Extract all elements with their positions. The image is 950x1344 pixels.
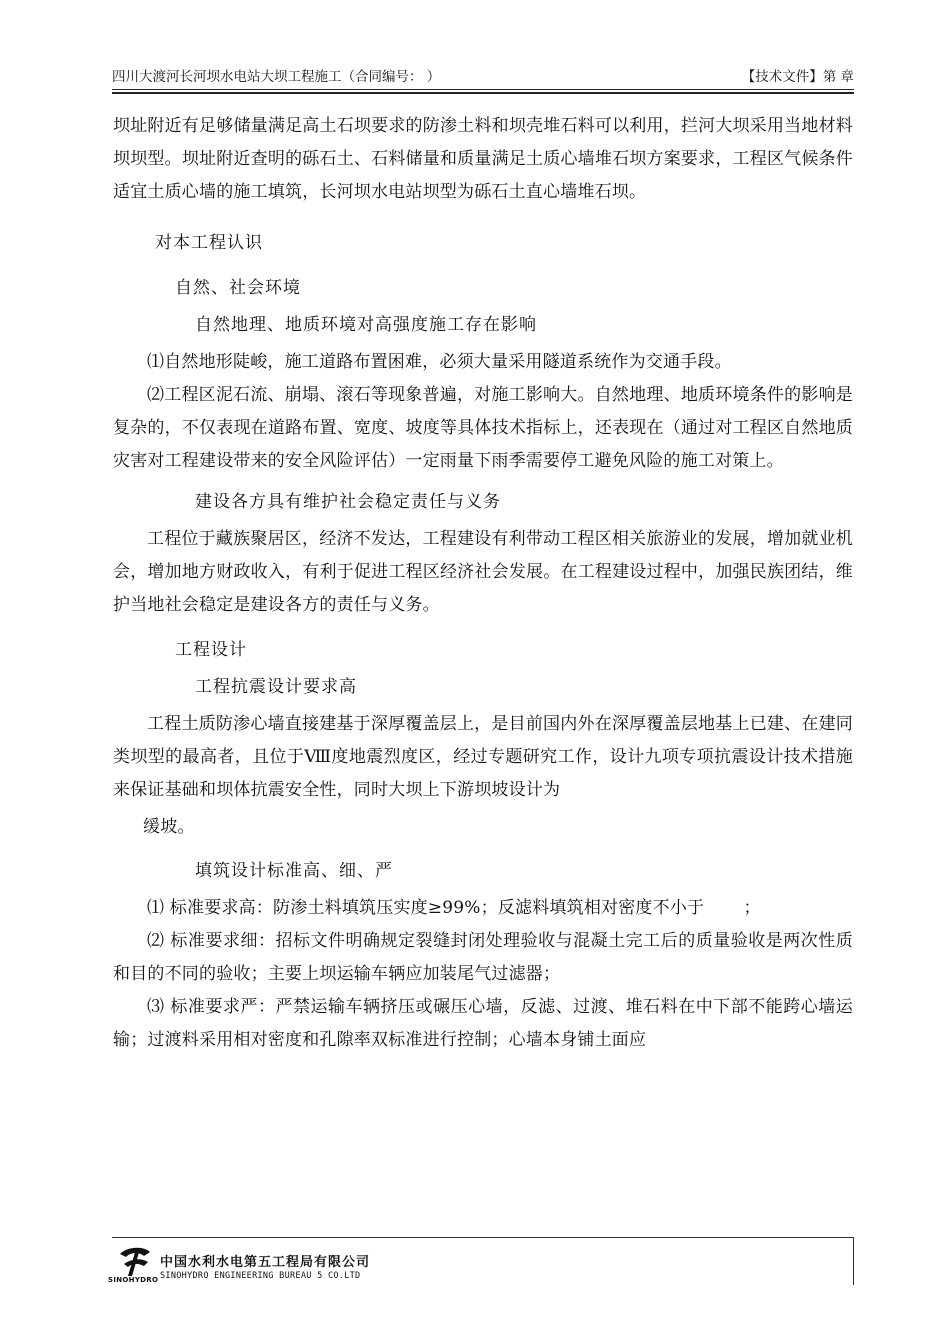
fill-standard-item-3: ⑶ 标准要求严：严禁运输车辆挤压或碾压心墙，反滤、过渡、堆石料在中下部不能跨心墙运输；过渡料采用相对密度和孔隙率双标准进行控制；心墙本身铺土面应 (113, 997, 853, 1050)
logo-wordmark: SINOHYDRO (108, 1276, 159, 1284)
heading-natural-social-environment: 自然、社会环境 (175, 278, 301, 298)
heading-project-understanding: 对本工程认识 (155, 233, 263, 253)
intro-paragraph: 坝址附近有足够储量满足高土石坝要求的防渗土料和坝壳堆石料可以利用，拦河大坝采用当地材料坝坝型。坝址附近查明的砾石土、石料储量和质量满足土质心墙堆石坝方案要求，工程区气候条件适宜土质心墙的施工填筑，长河坝水电站坝型为砾石土直心墙堆石坝。 (113, 116, 853, 202)
fill-standard-item-2: ⑵ 标准要求细：招标文件明确规定裂缝封闭处理验收与混凝土完工后的质量验收是两次性质和目的不同的验收；主要上坝运输车辆应加装尾气过滤器； (113, 931, 853, 984)
footer-rule (112, 1237, 854, 1238)
company-name-en: SINOHYDRO ENGINEERING BUREAU 5 CO.LTD (160, 1271, 361, 1281)
geology-item-1: ⑴自然地形陡峻，施工道路布置困难，必须大量采用隧道系统作为交通手段。 (147, 352, 732, 372)
heading-engineering-design: 工程设计 (175, 640, 247, 660)
heading-seismic-design: 工程抗震设计要求高 (195, 677, 357, 697)
document-body (113, 110, 853, 1057)
heading-social-responsibility: 建设各方具有维护社会稳定责任与义务 (195, 492, 501, 512)
fill-standard-item-1: ⑴ 标准要求高：防渗土料填筑压实度≥99%；反滤料填筑相对密度不小于 ； (147, 898, 761, 918)
heading-geology-impact: 自然地理、地质环境对高强度施工存在影响 (195, 315, 537, 335)
company-name-cn: 中国水利水电第五工程局有限公司 (160, 1255, 371, 1270)
seismic-paragraph-tail: 缓坡。 (143, 817, 195, 837)
heading-fill-design-standards: 填筑设计标准高、细、严 (195, 861, 393, 881)
header-section-label: 【技术文件】第 章 (741, 69, 854, 85)
footer-vertical-rule (853, 1237, 854, 1285)
geology-item-2: ⑵工程区泥石流、崩塌、滚石等现象普遍，对施工影响大。自然地理、地质环境条件的影响是复杂的，不仅表现在道路布置、宽度、坡度等具体技术指标上，还表现在（通过对工程区自然地质灾害对工程建设带来的安全风险评估）一定雨量下雨季需要停工避免风险的施工对策上。 (113, 385, 853, 471)
social-paragraph: 工程位于藏族聚居区，经济不发达，工程建设有利带动工程区相关旅游业的发展，增加就业机会，增加地方财政收入，有利于促进工程区经济社会发展。在工程建设过程中，加强民族团结，维护当地社会稳定是建设各方的责任与义务。 (113, 529, 853, 615)
header-rule (112, 89, 854, 90)
seismic-paragraph: 工程土质防渗心墙直接建基于深厚覆盖层上，是目前国内外在深厚覆盖层地基上已建、在建同类坝型的最高者，且位于Ⅷ度地震烈度区，经过专题研究工作，设计九项专项抗震设计技术措施来保证基础和坝体抗震安全性，同时大坝上下游坝坡设计为 (113, 714, 853, 800)
header-contract-title: 四川大渡河长河坝水电站大坝工程施工（合同编号： ） (112, 69, 441, 85)
header-rule-thick (112, 92, 854, 94)
page-header (112, 66, 854, 88)
